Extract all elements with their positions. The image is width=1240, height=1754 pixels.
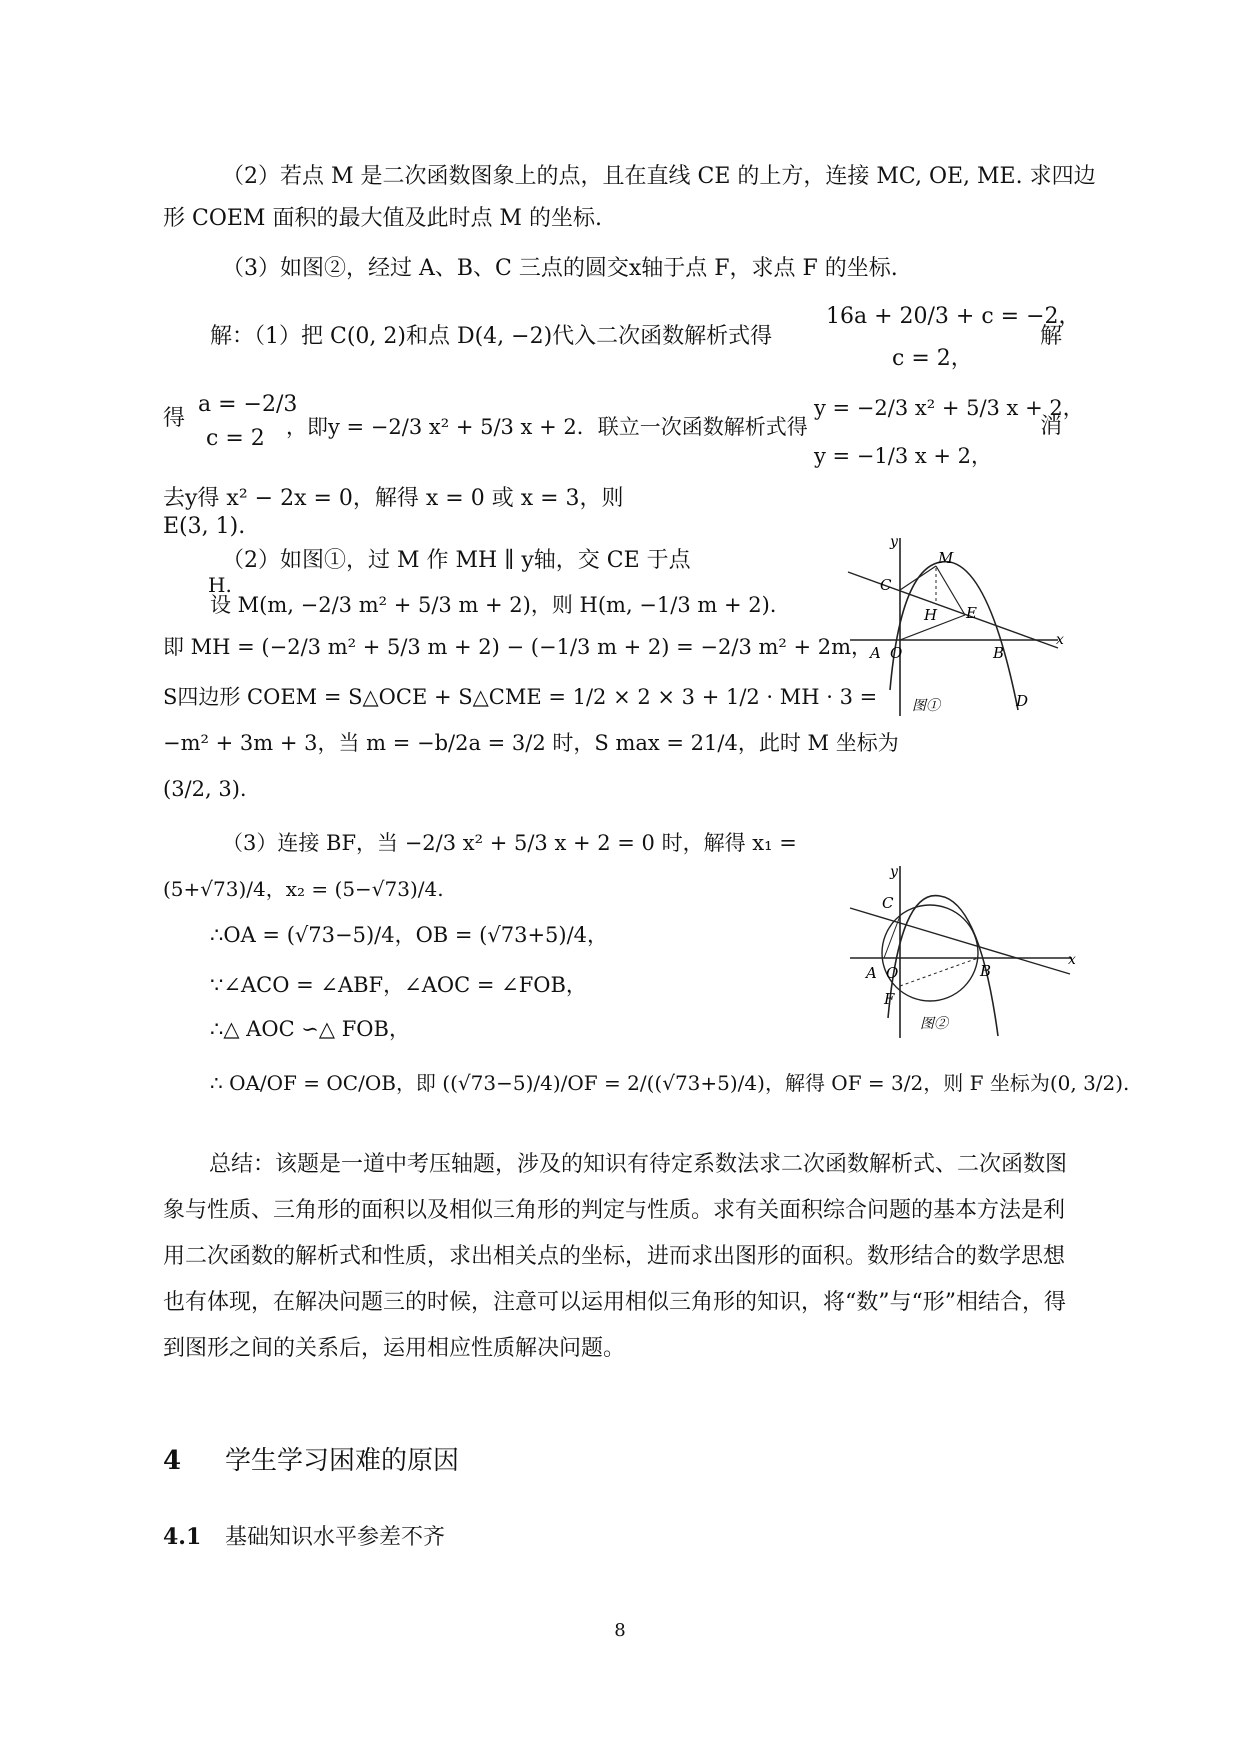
solution3-line1: （3）连接 BF，当 −2/3 x² + 5/3 x + 2 = 0 时，解得 x₁ = — [222, 831, 797, 855]
fig1-label-o: O — [890, 644, 903, 662]
fig1-label-d: D — [1016, 692, 1029, 710]
result-c: c = 2 — [206, 426, 265, 451]
figure-2 — [840, 858, 1080, 1048]
result-system — [198, 388, 297, 456]
solution2-line6: (3/2, 3). — [163, 777, 247, 801]
fig1-line-me — [936, 566, 965, 615]
solution3-line2: (5+√73)/4，x₂ = (5−√73)/4. — [163, 877, 444, 901]
sys1-row2: c = 2， — [892, 346, 973, 371]
fig2-caption: 图② — [920, 1016, 948, 1032]
fig1-caption: 图① — [912, 698, 940, 714]
solve-word: 解 — [1040, 324, 1063, 349]
section-4-1-number: 4.1 — [163, 1524, 202, 1550]
solution2-line1b: H. — [208, 573, 232, 597]
fig2-label-y: y — [890, 864, 898, 880]
solution1-intro: 解：（1）把 C(0, 2)和点 D(4, −2)代入二次函数解析式得 — [210, 324, 773, 349]
fig1-label-h: H — [924, 606, 938, 624]
figure-1-svg — [840, 530, 1070, 720]
fig1-label-y: y — [890, 534, 898, 550]
q3-statement: （3）如图②，经过 A、B、C 三点的圆交x轴于点 F，求点 F 的坐标. — [222, 256, 898, 281]
page-number: 8 — [614, 1620, 626, 1641]
sys2-row2: y = −1/3 x + 2， — [814, 444, 993, 468]
q2-line-2: 形 COEM 面积的最大值及此时点 M 的坐标. — [163, 206, 602, 231]
fig1-label-x: x — [1056, 632, 1064, 648]
solution2-line3: 即 MH = (−2/3 m² + 5/3 m + 2) − (−1/3 m + 2) = −2/3 m² + 2m， — [163, 635, 873, 659]
fig2-label-o: O — [886, 964, 899, 982]
elim-text: 去y得 x² − 2x = 0，解得 x = 0 或 x = 3，则 — [163, 486, 624, 511]
function-expression: ，即y = −2/3 x² + 5/3 x + 2．联立一次函数解析式得 — [286, 415, 808, 439]
sys1-row1: 16a + 20/3 + c = −2， — [826, 304, 1081, 329]
section-4-heading — [163, 1440, 459, 1477]
section-4-1-heading — [163, 1520, 445, 1551]
solution3-line4: ∵∠ACO = ∠ABF，∠AOC = ∠FOB， — [210, 973, 587, 997]
e-point: E(3, 1). — [163, 514, 246, 539]
fig2-label-c: C — [882, 894, 894, 912]
fig1-label-b: B — [993, 644, 1005, 662]
section-4-1-title: 基础知识水平参差不齐 — [225, 1525, 446, 1550]
fig2-label-b: B — [980, 962, 992, 980]
solution3-line6: ∴ OA/OF = OC/OB，即 ((√73−5)/4)/OF = 2/((√73+5)/4)，解得 OF = 3/2，则 F 坐标为(0, 3/2). — [210, 1071, 1130, 1095]
de-word: 得 — [163, 406, 186, 431]
solution2-line4: S四边形 COEM = S△OCE + S△CME = 1/2 × 2 × 3 + 1/2 · MH · 3 = — [163, 685, 878, 709]
fig1-label-m: M — [938, 549, 954, 567]
fig1-label-c: C — [880, 576, 892, 594]
solution2-line1: （2）如图①，过 M 作 MH ∥ y轴，交 CE 于点 — [222, 548, 691, 573]
fig2-line-bf — [900, 958, 978, 986]
fig1-label-a: A — [870, 644, 881, 662]
solution2-line2: 设 M(m, −2/3 m² + 5/3 m + 2)，则 H(m, −1/3 m + 2). — [210, 593, 777, 617]
elim-word: 消 — [1040, 414, 1063, 439]
solution3-line5: ∴△ AOC ∽△ FOB， — [210, 1017, 410, 1041]
fig2-label-a: A — [866, 964, 877, 982]
section-4-title: 学生学习困难的原因 — [225, 1446, 460, 1476]
section-4-number: 4 — [163, 1446, 182, 1476]
result-a: a = −2/3 — [198, 392, 298, 417]
fig2-label-f: F — [884, 990, 895, 1008]
fig2-circle — [882, 905, 978, 1001]
solution3-line3: ∴OA = (√73−5)/4，OB = (√73+5)/4， — [210, 923, 609, 947]
fig1-line-cm — [900, 566, 936, 590]
fig2-label-x: x — [1068, 952, 1076, 968]
figure-2-svg — [840, 858, 1080, 1048]
sys2-row1: y = −2/3 x² + 5/3 x + 2， — [814, 396, 1084, 420]
figure-1 — [840, 530, 1070, 720]
fig1-label-e: E — [966, 604, 977, 622]
solution2-line5: −m² + 3m + 3，当 m = −b/2a = 3/2 时，S max = 21/4，此时 M 坐标为 — [163, 731, 899, 755]
q2-line-1: （2）若点 M 是二次函数图象上的点，且在直线 CE 的上方，连接 MC, OE, ME. 求四边 — [222, 164, 1096, 189]
summary-paragraph: 总结：该题是一道中考压轴题，涉及的知识有待定系数法求二次函数解析式、二次函数图象与性质、三角形的面积以及相似三角形的判定与性质。求有关面积综合问题的基本方法是利用二次函数的解析式和性质，求出相关点的坐标，进而求出图形的面积。数形结合的数学思想也有体现，在解决问题三的时候，注意可以运用相似三角形的知识，将“数”与“形”相结合，得到图形之间的关系后，运用相应性质解决问题。 — [163, 1152, 1068, 1361]
